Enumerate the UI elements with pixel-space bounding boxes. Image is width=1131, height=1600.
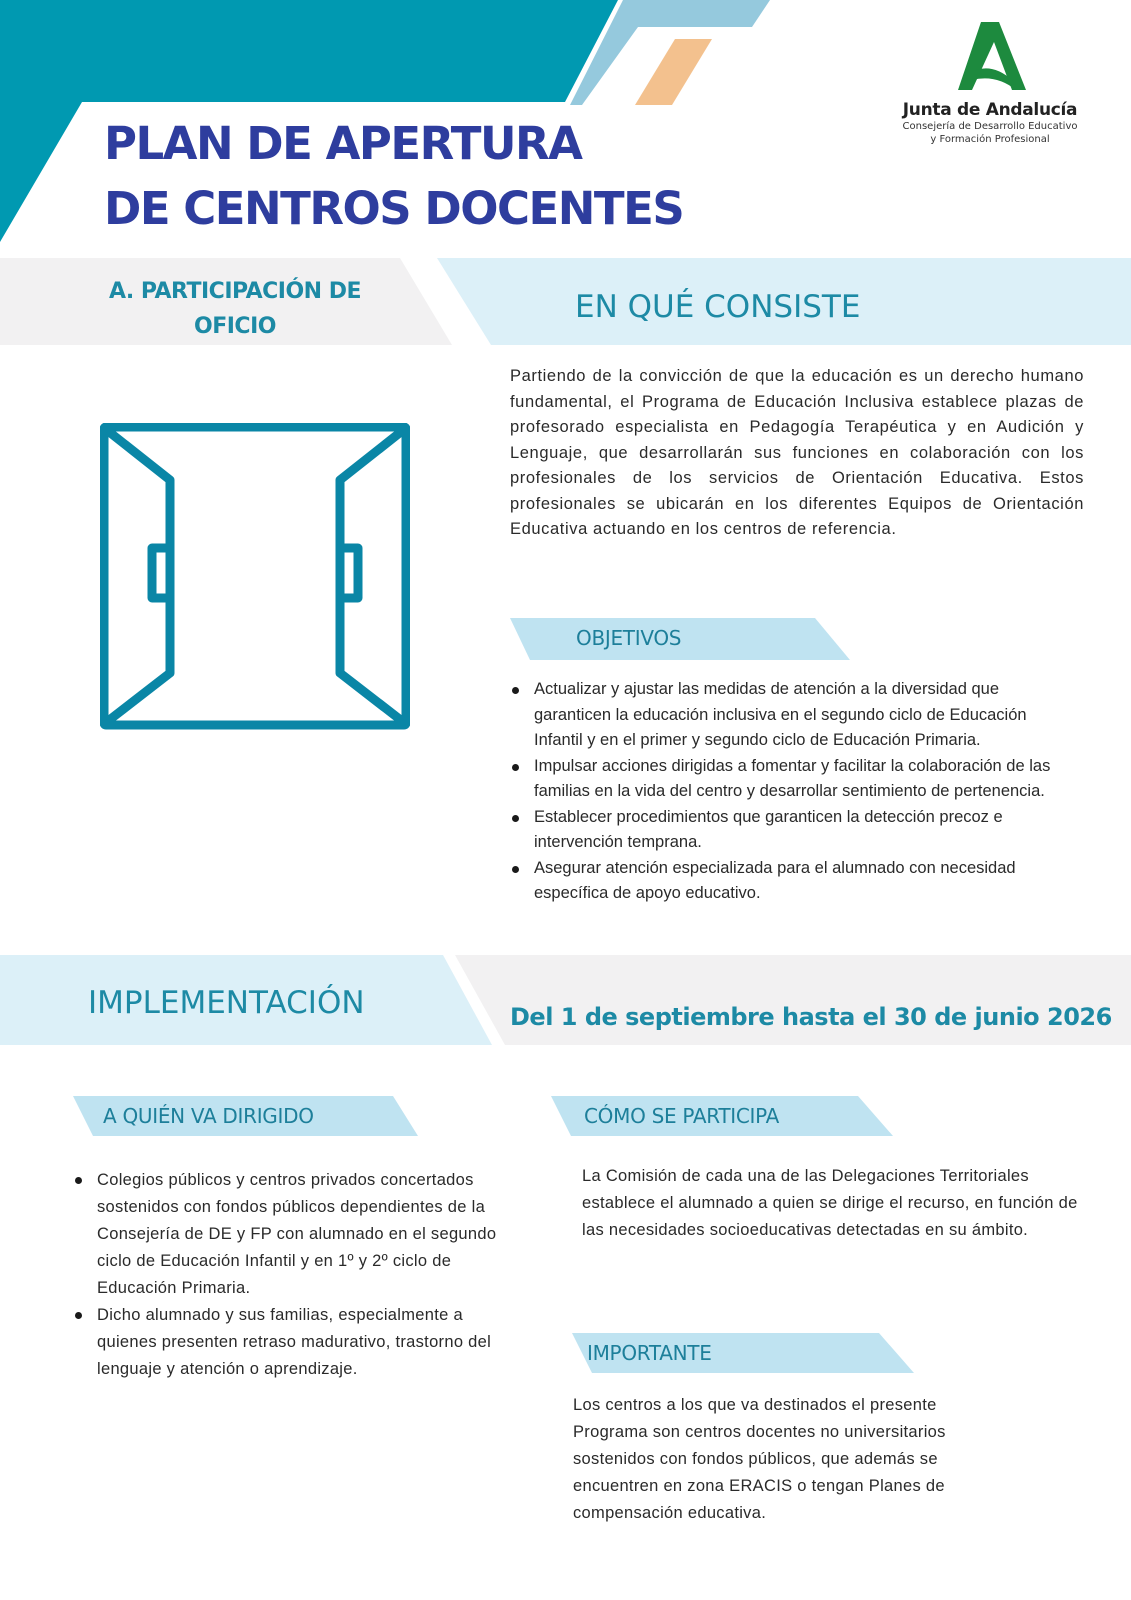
- objetivos-list: [510, 677, 1070, 907]
- objetivo-item: Asegurar atención especializada para el alumnado con necesidad específica de apoyo educativo.: [510, 856, 1070, 907]
- page-title-line-2: DE CENTROS DOCENTES: [104, 182, 684, 235]
- importante-text: Los centros a los que va destinados el presente Programa son centros docentes no universitarios sostenidos con fondos públicos, que además se encuentren en zona ERACIS o tengan Planes de compensación educativa.: [573, 1396, 946, 1522]
- orange-stripe: [635, 39, 712, 105]
- objetivos-tag: [510, 618, 850, 658]
- como-participa-text: La Comisión de cada una de las Delegaciones Territoriales establece el alumnado a quien se dirige el recurso, en función de las necesidades socioeducativas detectadas en su ámbito.: [582, 1167, 1078, 1239]
- a-quien-list-container: [73, 1167, 523, 1383]
- implementacion-dates: Del 1 de septiembre hasta el 30 de junio 2026: [510, 1003, 1112, 1031]
- a-quien-item: Dicho alumnado y sus familias, especialmente a quienes presenten retraso madurativo, trastorno del lenguaje y atención o aprendizaje.: [73, 1302, 523, 1383]
- section-a-label: [70, 274, 400, 344]
- section-a-label-line-2: OFICIO: [194, 314, 276, 339]
- junta-de-andalucia-logo: [890, 22, 1090, 146]
- objetivo-item: Impulsar acciones dirigidas a fomentar y facilitar la colaboración de las familias en la vida del centro y desarrollar sentimiento de pertenencia.: [510, 754, 1070, 805]
- implementacion-heading: IMPLEMENTACIÓN: [88, 985, 365, 1021]
- objetivo-item: Establecer procedimientos que garanticen la detección precoz e intervención temprana.: [510, 805, 1070, 856]
- importante-tag: [572, 1333, 914, 1373]
- section-a-description: Partiendo de la convicción de que la educación es un derecho humano fundamental, el Programa de Educación Inclusiva establece plazas de profesorado especialista en Pedagogía Terapéutica y en Audición y Lenguaje, que desarrollarán sus funciones en colaboración con los profesionales de los servicios de Orientación Educativa. Estos profesionales se ubicarán en los diferentes Equipos de Orientación Educativa actuando en los centros de referencia.: [510, 367, 1084, 538]
- section-a-label-line-1: A. PARTICIPACIÓN DE: [108, 279, 362, 304]
- open-door-icon: [100, 423, 410, 733]
- logo-subtitle-1: Consejería de Desarrollo Educativo: [902, 121, 1078, 132]
- logo-name: Junta de Andalucía: [902, 100, 1078, 120]
- como-participa-heading: CÓMO SE PARTICIPA: [584, 1104, 779, 1128]
- logo-subtitle-2: y Formación Profesional: [930, 134, 1050, 145]
- a-quien-item: Colegios públicos y centros privados concertados sostenidos con fondos públicos dependientes de la Consejería de DE y FP con alumnado en el segundo ciclo de Educación Infantil y en 1º y 2º ciclo de Educación Primaria.: [73, 1167, 523, 1302]
- objetivos-list-container: [510, 677, 1070, 907]
- objetivo-item: Actualizar y ajustar las medidas de atención a la diversidad que garanticen la educación inclusiva en el segundo ciclo de Educación Infantil y en el primer y segundo ciclo de Educación Primaria.: [510, 677, 1070, 754]
- band-gray-shape: [455, 955, 1131, 1045]
- andalucia-a-icon: [950, 22, 1030, 94]
- a-quien-list: [73, 1167, 523, 1383]
- a-quien-heading: A QUIÉN VA DIRIGIDO: [103, 1104, 314, 1128]
- a-quien-tag: [73, 1096, 418, 1136]
- importante-heading: IMPORTANTE: [587, 1341, 712, 1365]
- page-title-line-1: PLAN DE APERTURA: [104, 117, 582, 170]
- como-participa-tag: [551, 1096, 893, 1136]
- section-heading-en-que-consiste: EN QUÉ CONSISTE: [575, 289, 861, 325]
- objetivos-heading: OBJETIVOS: [576, 626, 682, 650]
